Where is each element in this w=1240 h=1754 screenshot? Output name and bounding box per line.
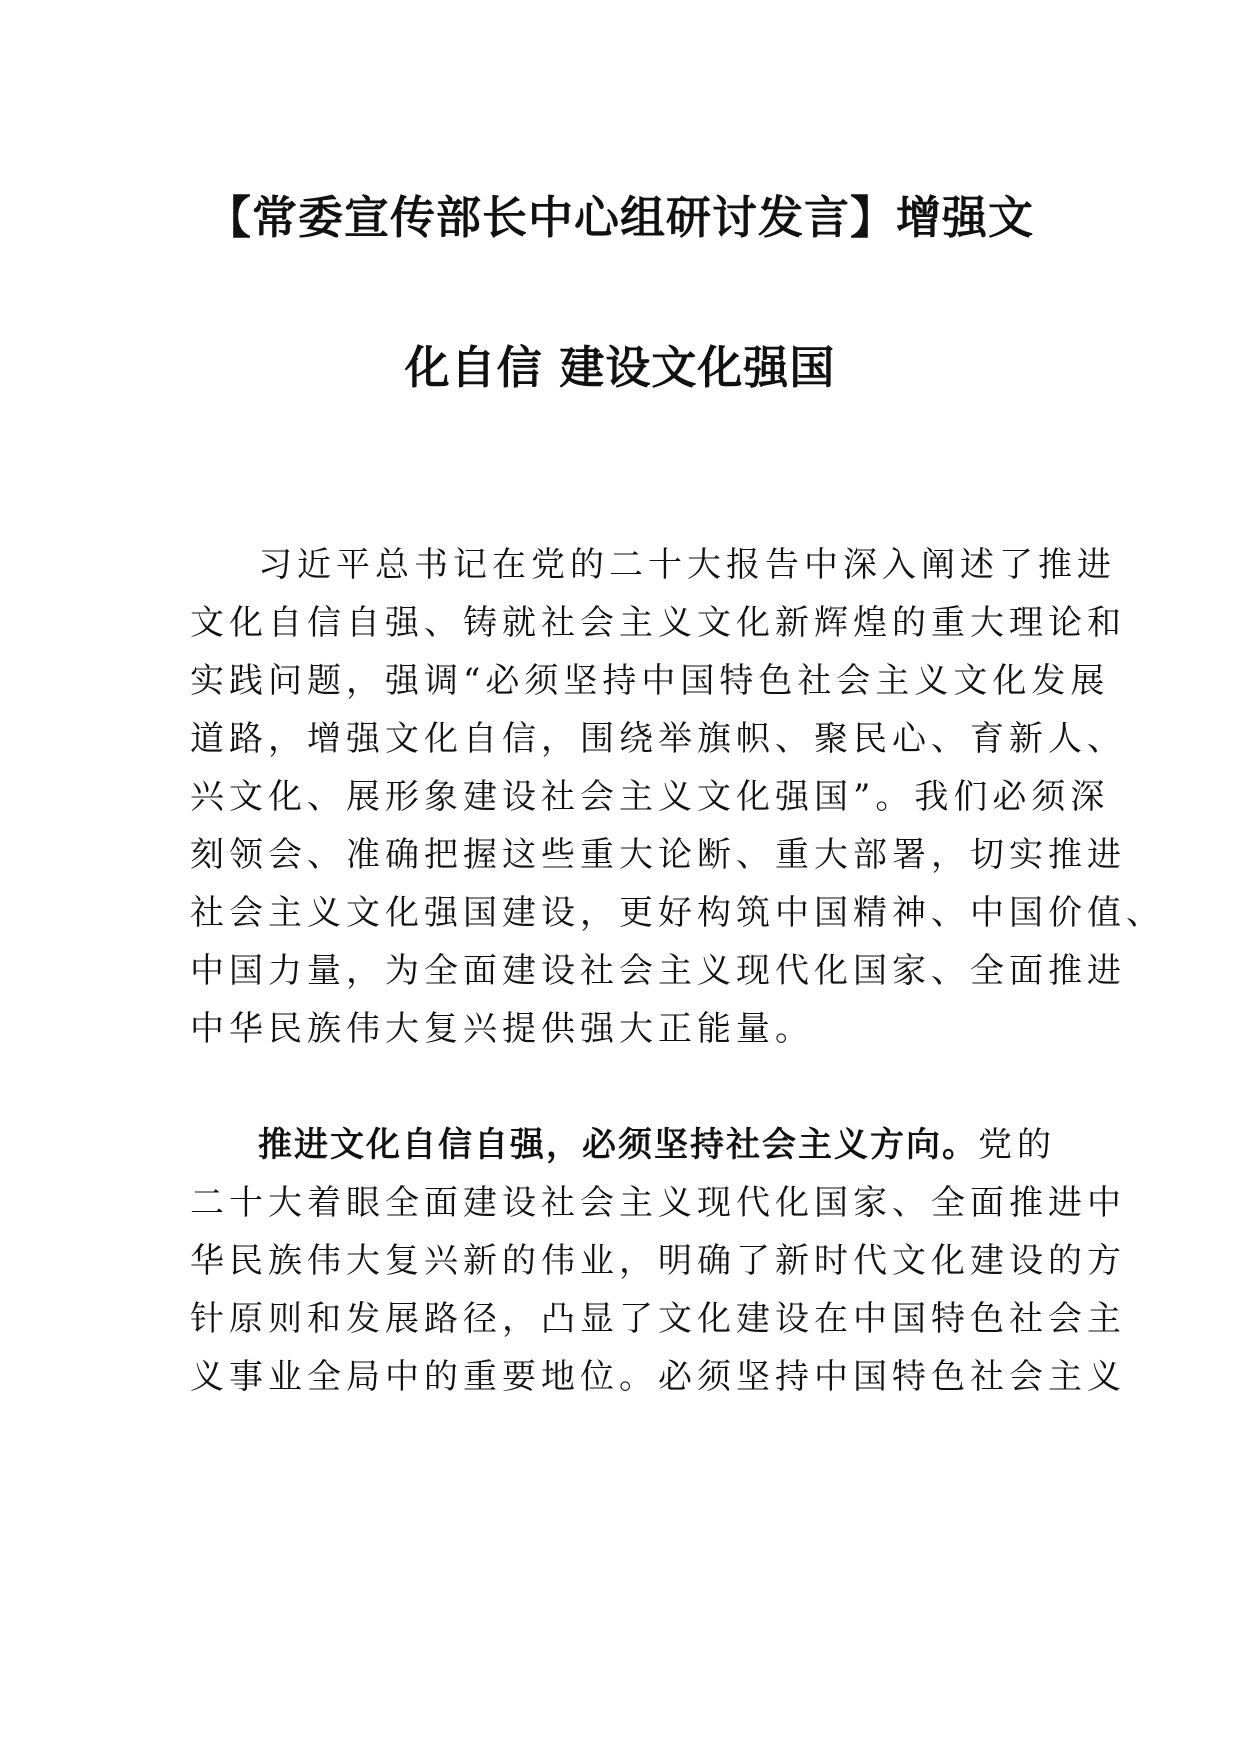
paragraph-1-line-2: 文化自信自强、铸就社会主义文化新辉煌的重大理论和 bbox=[190, 603, 1126, 643]
paragraph-2-line-4: 针原则和发展路径，凸显了文化建设在中国特色社会主 bbox=[190, 1299, 1126, 1339]
paragraph-2-line-3: 华民族伟大复兴新的伟业，明确了新时代文化建设的方 bbox=[190, 1241, 1126, 1281]
paragraph-1-line-8: 中国力量，为全面建设社会主义现代化国家、全面推进 bbox=[190, 951, 1126, 991]
title-line-2: 化自信 建设文化强国 bbox=[404, 341, 836, 394]
paragraph-1-line-3: 实践问题，强调“必须坚持中国特色社会主义文化发展 bbox=[190, 661, 1110, 701]
paragraph-1-line-1: 习近平总书记在党的二十大报告中深入阐述了推进 bbox=[258, 545, 1116, 585]
paragraph-1-line-4: 道路，增强文化自信，围绕举旗帜、聚民心、育新人、 bbox=[190, 719, 1126, 759]
paragraph-2-lead-tail: 党的 bbox=[978, 1125, 1056, 1165]
paragraph-2-line-2: 二十大着眼全面建设社会主义现代化国家、全面推进中 bbox=[190, 1183, 1126, 1223]
paragraph-1-line-5: 兴文化、展形象建设社会主义文化强国”。我们必须深 bbox=[190, 777, 1110, 817]
paragraph-2-bold-lead: 推进文化自信自强，必须坚持社会主义方向。 bbox=[258, 1125, 978, 1165]
title-line-1: 【常委宣传部长中心组研讨发言】增强文 bbox=[205, 191, 1034, 244]
paragraph-2-line-1 bbox=[190, 1125, 1158, 1165]
paragraph-1-line-6: 刻领会、准确把握这些重大论断、重大部署，切实推进 bbox=[190, 835, 1126, 875]
paragraph-2-line-5: 义事业全局中的重要地位。必须坚持中国特色社会主义 bbox=[190, 1357, 1126, 1397]
paragraph-1-line-9: 中华民族伟大复兴提供强大正能量。 bbox=[190, 1009, 814, 1049]
paragraph-1-line-7: 社会主义文化强国建设，更好构筑中国精神、中国价值、 bbox=[190, 893, 1165, 933]
document-title bbox=[190, 191, 1050, 394]
